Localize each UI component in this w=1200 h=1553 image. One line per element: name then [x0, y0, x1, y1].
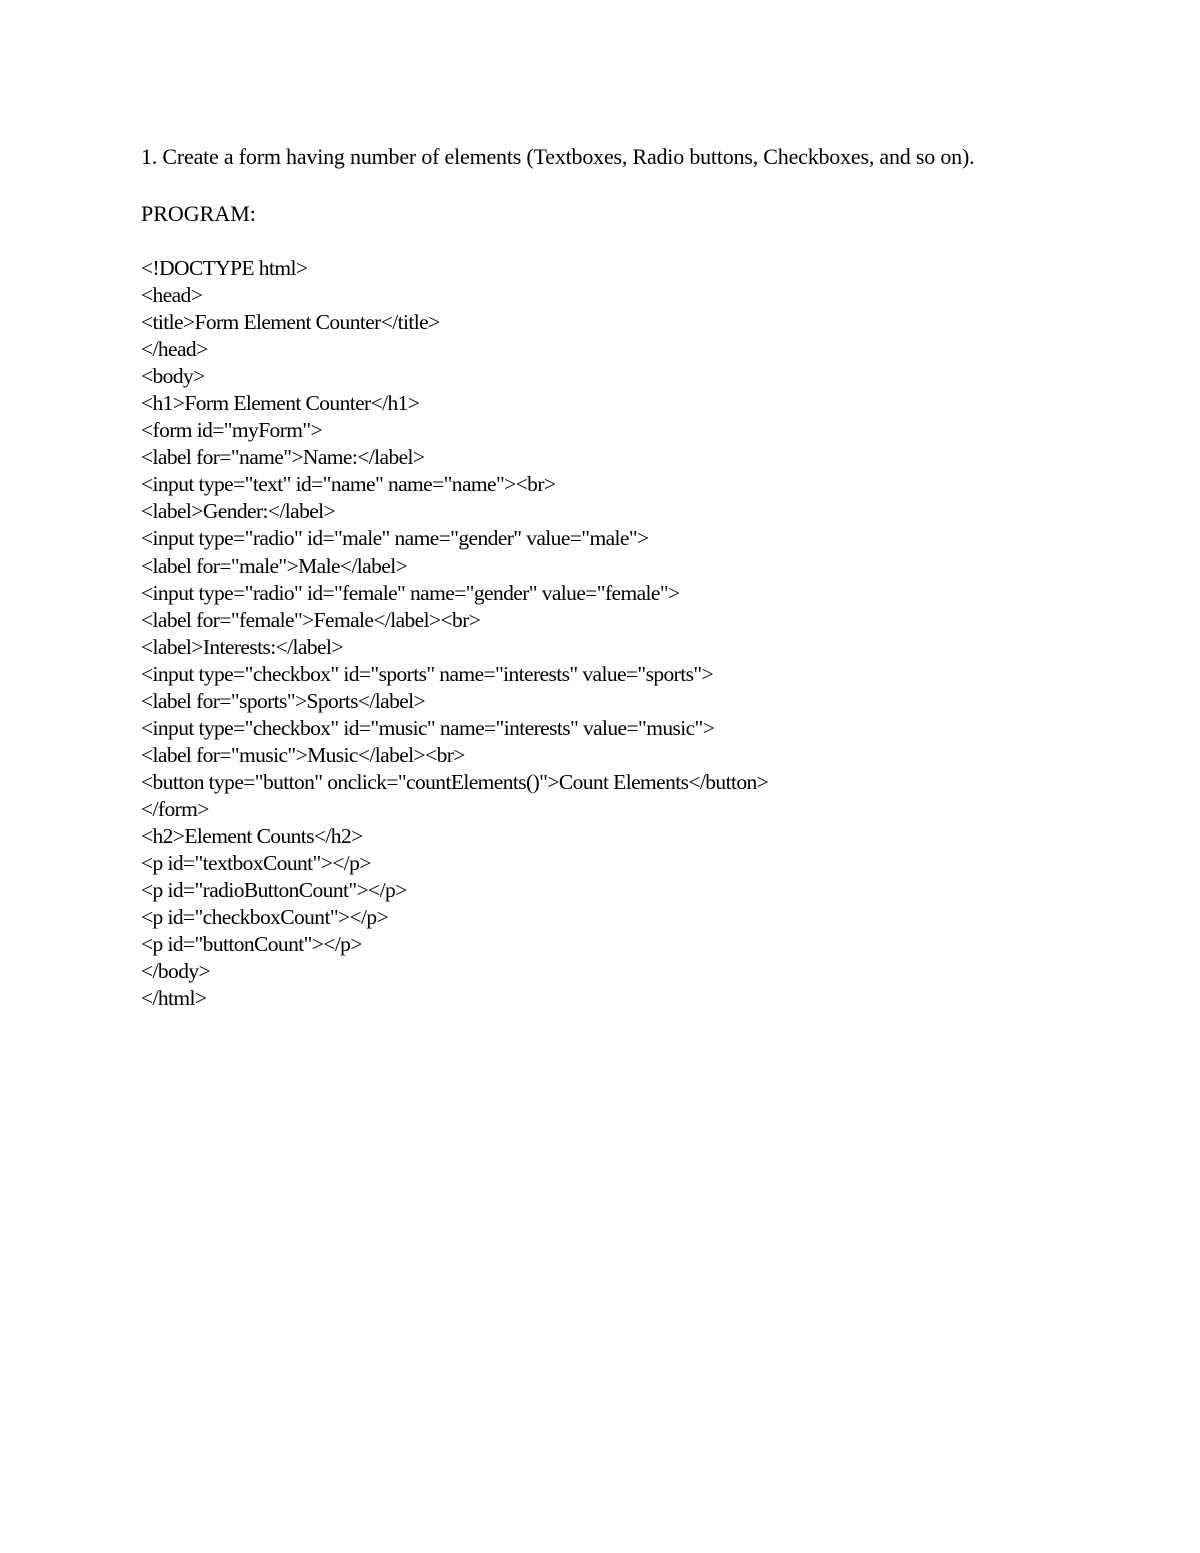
code-line: <h1>Form Element Counter</h1> [141, 391, 420, 416]
code-line: <input type="radio" id="female" name="gender" value="female"> [141, 580, 680, 605]
code-line: <p id="buttonCount"></p> [141, 932, 362, 957]
code-line: <p id="radioButtonCount"></p> [141, 878, 407, 903]
code-line: <h2>Element Counts</h2> [141, 823, 363, 848]
program-label: PROGRAM: [141, 201, 256, 226]
code-line: <p id="textboxCount"></p> [141, 851, 371, 876]
code-line: </html> [141, 986, 207, 1011]
code-listing [141, 255, 768, 1012]
code-line: <label for="name">Name:</label> [141, 445, 425, 470]
code-line: <input type="radio" id="male" name="gender" value="male"> [141, 526, 649, 551]
code-line: </head> [141, 337, 208, 362]
code-line: </form> [141, 796, 209, 821]
code-line: <label>Gender:</label> [141, 499, 336, 524]
question-text: 1. Create a form having number of elements (Textboxes, Radio buttons, Checkboxes, and so on). [141, 144, 975, 169]
code-line: <!DOCTYPE html> [141, 256, 308, 280]
code-line: <title>Form Element Counter</title> [141, 310, 440, 335]
code-line: </body> [141, 959, 211, 984]
code-line: <input type="checkbox" id="music" name="interests" value="music"> [141, 715, 715, 740]
code-line: <head> [141, 283, 203, 308]
code-line: <label for="male">Male</label> [141, 553, 408, 578]
code-line: <p id="checkboxCount"></p> [141, 905, 389, 930]
code-line: <form id="myForm"> [141, 418, 323, 443]
code-line: <input type="checkbox" id="sports" name="interests" value="sports"> [141, 661, 714, 686]
code-line: <label>Interests:</label> [141, 634, 343, 659]
code-line: <label for="music">Music</label><br> [141, 742, 465, 767]
code-line: <input type="text" id="name" name="name"><br> [141, 472, 556, 497]
code-line: <button type="button" onclick="countElements()">Count Elements</button> [141, 769, 769, 794]
code-line: <body> [141, 364, 205, 389]
code-line: <label for="sports">Sports</label> [141, 688, 426, 713]
code-line: <label for="female">Female</label><br> [141, 607, 481, 632]
